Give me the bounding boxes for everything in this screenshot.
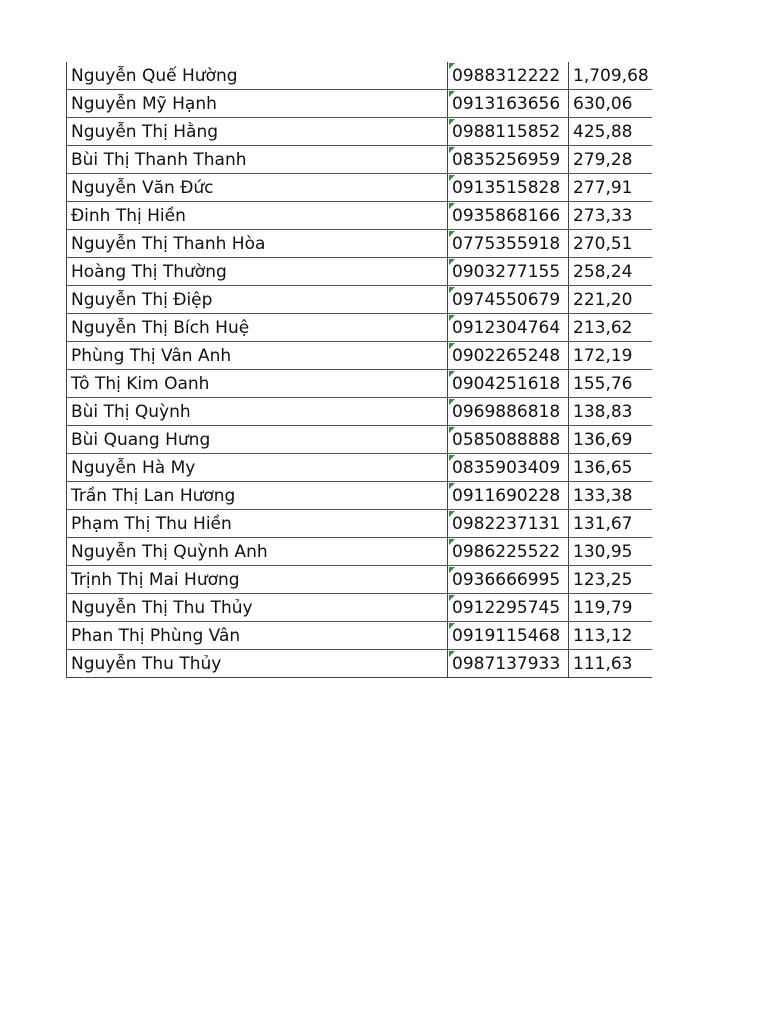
amount-cell[interactable]: 131,67: [569, 510, 653, 538]
phone-value: 0974550679: [452, 289, 561, 310]
name-cell[interactable]: Bùi Quang Hưng: [67, 426, 448, 454]
text-number-indicator-icon: [449, 259, 455, 265]
amount-cell[interactable]: 172,19: [569, 342, 653, 370]
table-body: [67, 62, 653, 678]
name-cell[interactable]: Tô Thị Kim Oanh: [67, 370, 448, 398]
amount-cell[interactable]: 1,709,68: [569, 62, 653, 90]
table-row: [67, 146, 653, 174]
name-cell[interactable]: Nguyễn Thị Hằng: [67, 118, 448, 146]
text-number-indicator-icon: [449, 483, 455, 489]
phone-cell[interactable]: [448, 510, 569, 538]
phone-cell[interactable]: [448, 202, 569, 230]
table-row: [67, 314, 653, 342]
phone-value: 0969886818: [452, 401, 561, 422]
amount-cell[interactable]: 130,95: [569, 538, 653, 566]
name-cell[interactable]: Hoàng Thị Thường: [67, 258, 448, 286]
amount-cell[interactable]: 113,12: [569, 622, 653, 650]
amount-cell[interactable]: 136,69: [569, 426, 653, 454]
phone-value: 0775355918: [452, 233, 561, 254]
phone-cell[interactable]: [448, 174, 569, 202]
phone-value: 0902265248: [452, 345, 561, 366]
text-number-indicator-icon: [449, 455, 455, 461]
table-row: [67, 594, 653, 622]
text-number-indicator-icon: [449, 539, 455, 545]
phone-value: 0988312222: [452, 65, 561, 86]
phone-cell[interactable]: [448, 566, 569, 594]
amount-cell[interactable]: 221,20: [569, 286, 653, 314]
name-cell[interactable]: Nguyễn Mỹ Hạnh: [67, 90, 448, 118]
text-number-indicator-icon: [449, 595, 455, 601]
text-number-indicator-icon: [449, 231, 455, 237]
name-cell[interactable]: Bùi Thị Quỳnh: [67, 398, 448, 426]
table-row: [67, 370, 653, 398]
table-row: [67, 454, 653, 482]
name-cell[interactable]: Nguyễn Thị Bích Huệ: [67, 314, 448, 342]
table-row: [67, 90, 653, 118]
phone-cell[interactable]: [448, 258, 569, 286]
table-row: [67, 510, 653, 538]
name-cell[interactable]: Phùng Thị Vân Anh: [67, 342, 448, 370]
phone-cell[interactable]: [448, 314, 569, 342]
phone-cell[interactable]: [448, 370, 569, 398]
text-number-indicator-icon: [449, 63, 455, 69]
phone-cell[interactable]: [448, 342, 569, 370]
phone-cell[interactable]: [448, 62, 569, 90]
name-cell[interactable]: Nguyễn Thị Thanh Hòa: [67, 230, 448, 258]
phone-value: 0982237131: [452, 513, 561, 534]
table-row: [67, 230, 653, 258]
amount-cell[interactable]: 133,38: [569, 482, 653, 510]
text-number-indicator-icon: [449, 343, 455, 349]
amount-cell[interactable]: 123,25: [569, 566, 653, 594]
name-cell[interactable]: Nguyễn Thị Quỳnh Anh: [67, 538, 448, 566]
text-number-indicator-icon: [449, 287, 455, 293]
amount-cell[interactable]: 155,76: [569, 370, 653, 398]
text-number-indicator-icon: [449, 315, 455, 321]
phone-value: 0912295745: [452, 597, 561, 618]
table-row: [67, 650, 653, 678]
table-row: [67, 482, 653, 510]
phone-value: 0913163656: [452, 93, 561, 114]
phone-value: 0904251618: [452, 373, 561, 394]
table-row: [67, 202, 653, 230]
text-number-indicator-icon: [449, 651, 455, 657]
phone-value: 0988115852: [452, 121, 561, 142]
amount-cell[interactable]: 279,28: [569, 146, 653, 174]
amount-cell[interactable]: 258,24: [569, 258, 653, 286]
phone-cell[interactable]: [448, 398, 569, 426]
table-row: [67, 398, 653, 426]
phone-cell[interactable]: [448, 622, 569, 650]
phone-value: 0987137933: [452, 653, 561, 674]
phone-cell[interactable]: [448, 650, 569, 678]
table-row: [67, 622, 653, 650]
phone-value: 0835256959: [452, 149, 561, 170]
amount-cell[interactable]: 270,51: [569, 230, 653, 258]
amount-cell[interactable]: 119,79: [569, 594, 653, 622]
name-cell[interactable]: Bùi Thị Thanh Thanh: [67, 146, 448, 174]
phone-cell[interactable]: [448, 538, 569, 566]
name-cell[interactable]: Nguyễn Thu Thủy: [67, 650, 448, 678]
text-number-indicator-icon: [449, 119, 455, 125]
phone-cell[interactable]: [448, 146, 569, 174]
table-row: [67, 538, 653, 566]
phone-value: 0912304764: [452, 317, 561, 338]
text-number-indicator-icon: [449, 175, 455, 181]
phone-value: 0936666995: [452, 569, 561, 590]
table-row: [67, 286, 653, 314]
name-cell[interactable]: Nguyễn Thị Điệp: [67, 286, 448, 314]
amount-cell[interactable]: 111,63: [569, 650, 653, 678]
text-number-indicator-icon: [449, 203, 455, 209]
text-number-indicator-icon: [449, 91, 455, 97]
data-table: [66, 62, 652, 678]
amount-cell[interactable]: 273,33: [569, 202, 653, 230]
phone-value: 0585088888: [452, 429, 561, 450]
phone-cell[interactable]: [448, 426, 569, 454]
table-row: [67, 426, 653, 454]
table-row: [67, 174, 653, 202]
name-cell[interactable]: Nguyễn Văn Đức: [67, 174, 448, 202]
text-number-indicator-icon: [449, 371, 455, 377]
name-cell[interactable]: Trần Thị Lan Hương: [67, 482, 448, 510]
amount-cell[interactable]: 138,83: [569, 398, 653, 426]
phone-cell[interactable]: [448, 454, 569, 482]
name-cell[interactable]: Nguyễn Quế Hường: [67, 62, 448, 90]
name-cell[interactable]: Trịnh Thị Mai Hương: [67, 566, 448, 594]
text-number-indicator-icon: [449, 399, 455, 405]
phone-cell[interactable]: [448, 118, 569, 146]
phone-value: 0935868166: [452, 205, 561, 226]
phone-value: 0835903409: [452, 457, 561, 478]
text-number-indicator-icon: [449, 623, 455, 629]
phone-cell[interactable]: [448, 90, 569, 118]
phone-cell[interactable]: [448, 286, 569, 314]
amount-cell[interactable]: 277,91: [569, 174, 653, 202]
table-row: [67, 342, 653, 370]
phone-value: 0986225522: [452, 541, 561, 562]
name-cell[interactable]: Phan Thị Phùng Vân: [67, 622, 448, 650]
amount-cell[interactable]: 630,06: [569, 90, 653, 118]
phone-value: 0903277155: [452, 261, 561, 282]
table-row: [67, 566, 653, 594]
amount-cell[interactable]: 425,88: [569, 118, 653, 146]
text-number-indicator-icon: [449, 147, 455, 153]
name-cell[interactable]: Nguyễn Hà My: [67, 454, 448, 482]
text-number-indicator-icon: [449, 567, 455, 573]
phone-cell[interactable]: [448, 230, 569, 258]
table-row: [67, 258, 653, 286]
table-row: [67, 118, 653, 146]
spreadsheet-area: [66, 62, 652, 678]
table-row: [67, 62, 653, 90]
phone-value: 0919115468: [452, 625, 561, 646]
name-cell[interactable]: Đinh Thị Hiền: [67, 202, 448, 230]
amount-cell[interactable]: 213,62: [569, 314, 653, 342]
amount-cell[interactable]: 136,65: [569, 454, 653, 482]
phone-cell[interactable]: [448, 594, 569, 622]
text-number-indicator-icon: [449, 427, 455, 433]
phone-value: 0911690228: [452, 485, 561, 506]
phone-value: 0913515828: [452, 177, 561, 198]
text-number-indicator-icon: [449, 511, 455, 517]
name-cell[interactable]: Phạm Thị Thu Hiền: [67, 510, 448, 538]
phone-cell[interactable]: [448, 482, 569, 510]
name-cell[interactable]: Nguyễn Thị Thu Thủy: [67, 594, 448, 622]
